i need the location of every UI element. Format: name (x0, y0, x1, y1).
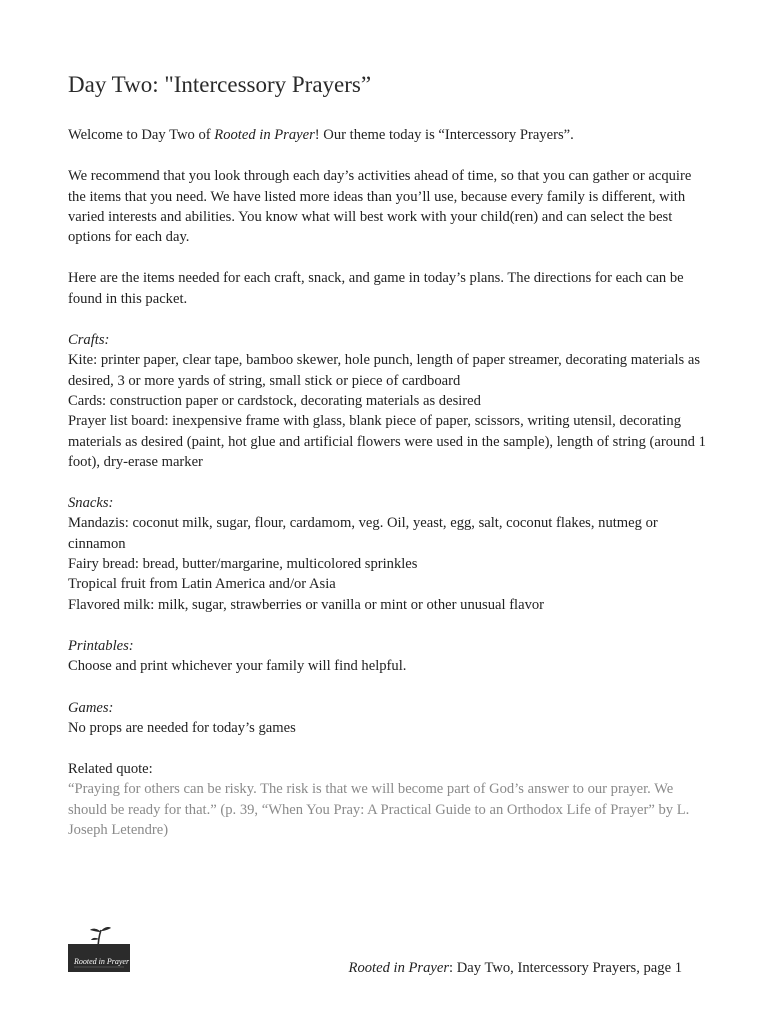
intro-paragraph (68, 125, 708, 145)
snacks-item: Tropical fruit from Latin America and/or Asia (68, 576, 336, 593)
page-footer (349, 958, 682, 978)
document-body (68, 70, 708, 840)
games-heading: Games: (68, 699, 114, 716)
crafts-item: Cards: construction paper or cardstock, decorating materials as desired (68, 392, 481, 409)
printables-heading: Printables: (68, 637, 134, 654)
crafts-heading: Crafts: (68, 332, 110, 349)
snacks-heading: Snacks: (68, 495, 114, 512)
related-quote-text: “Praying for others can be risky. The risk is that we will become part of God’s answer to our prayer. We should be ready for that.” (p. 39, “When You Pray: A Practical Guide to an Orthodox Life of Prayer” by L. Joseph Letendre) (68, 781, 690, 839)
intro-part1: Welcome to Day Two of (68, 127, 215, 143)
related-quote-label: Related quote: (68, 761, 153, 778)
sprout-icon (68, 926, 130, 972)
crafts-item: Kite: printer paper, clear tape, bamboo skewer, hole punch, length of paper streamer, decorating materials as desired, 3 or more yards of string, small stick or piece of cardboard (68, 352, 701, 389)
rooted-in-prayer-logo (68, 926, 130, 972)
items-intro-paragraph: Here are the items needed for each craft, snack, and game in today’s plans. The directions for each can be found in this packet. (68, 270, 684, 307)
snacks-item: Mandazis: coconut milk, sugar, flour, cardamom, veg. Oil, yeast, egg, salt, coconut flakes, nutmeg or cinnamon (68, 515, 658, 552)
snacks-section (68, 493, 708, 615)
page-title: Day Two: "Intercessory Prayers” (68, 72, 372, 97)
footer-rest: : Day Two, Intercessory Prayers, page 1 (449, 960, 682, 976)
games-section (68, 698, 708, 739)
crafts-item: Prayer list board: inexpensive frame with glass, blank piece of paper, scissors, writing utensil, decorating materials as desired (paint, hot glue and artificial flowers were used in the sample), length of string (around 1 foot), dry-erase marker (68, 413, 706, 470)
printables-text: Choose and print whichever your family will find helpful. (68, 658, 407, 675)
intro-book-title: Rooted in Prayer (214, 127, 315, 143)
games-text: No props are needed for today’s games (68, 719, 296, 736)
footer-book-title: Rooted in Prayer (348, 960, 450, 976)
intro-part2: ! Our theme today is “Intercessory Prayers”. (314, 127, 574, 143)
recommend-paragraph: We recommend that you look through each day’s activities ahead of time, so that you can gather or acquire the items that you need. We have listed more ideas than you’ll use, because every family is different, with varied interests and abilities. You know what will best work with your child(ren) and can select the best options for each day. (68, 168, 692, 246)
crafts-section (68, 330, 708, 472)
snacks-item: Flavored milk: milk, sugar, strawberries or vanilla or mint or other unusual flavor (68, 596, 545, 613)
logo-text: Rooted in Prayer (74, 957, 130, 966)
printables-section (68, 636, 708, 677)
snacks-item: Fairy bread: bread, butter/margarine, multicolored sprinkles (68, 556, 418, 573)
related-quote-section (68, 759, 708, 840)
